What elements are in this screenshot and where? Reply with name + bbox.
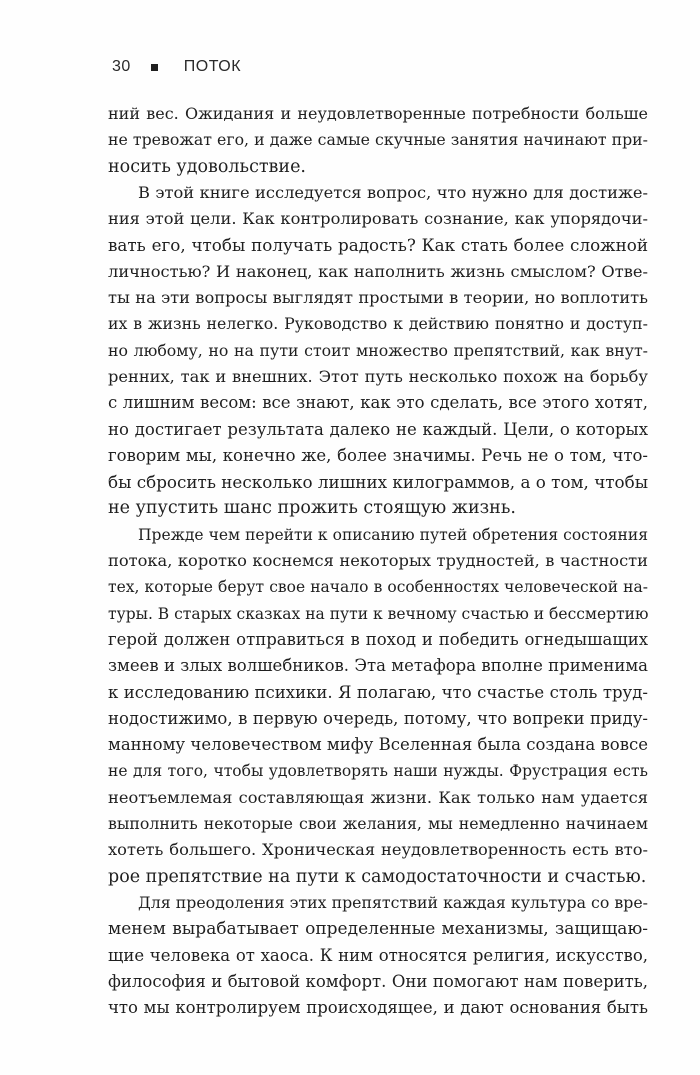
text-line: нодостижимо, в первую очередь, потому, что вопреки приду-: [108, 708, 648, 728]
text-line: манному человечеством мифу Вселенная была создана вовсе: [108, 735, 648, 755]
text-line: носить удовольствие.: [108, 156, 306, 177]
text-line: тех, которые берут свое начало в особенностях человеческой на-: [108, 578, 648, 597]
bullet-separator: [151, 64, 158, 71]
paragraph-3: [108, 522, 648, 890]
text-line: неотъемлемая составляющая жизни. Как только нам удается: [108, 787, 648, 807]
text-line: ний вес. Ожидания и неудовлетворенные потребности больше: [108, 104, 648, 123]
running-header: [112, 58, 241, 76]
text-line: но любому, но на пути стоит множество препятствий, как внут-: [108, 340, 648, 360]
text-line: философия и бытовой комфорт. Они помогают нам поверить,: [108, 971, 648, 991]
text-line: ты на эти вопросы выглядят простыми в теории, но воплотить: [108, 288, 648, 308]
text-line: что мы контролируем происходящее, и дают основания быть: [108, 998, 648, 1018]
text-line: вать его, чтобы получать радость? Как стать более сложной: [108, 235, 648, 256]
paragraph-2: [108, 180, 648, 522]
text-line: но достигает результата далеко не каждый. Цели, о которых: [108, 419, 648, 439]
text-line: Прежде чем перейти к описанию путей обретения состояния: [138, 525, 648, 544]
text-line: ренних, так и внешних. Этот путь несколько похож на борьбу: [108, 366, 648, 386]
body-text: [108, 101, 648, 1021]
page-number: 30: [112, 58, 131, 75]
text-line: менем вырабатывает определенные механизмы, защищаю-: [108, 919, 648, 940]
text-line: не для того, чтобы удовлетворять наши нужды. Фрустрация есть: [108, 762, 648, 781]
text-line: потока, коротко коснемся некоторых трудностей, в частности: [108, 551, 648, 571]
text-line: говорим мы, конечно же, более значимы. Речь не о том, что-: [108, 445, 648, 465]
text-line: с лишним весом: все знают, как это сделать, все этого хотят,: [108, 393, 648, 413]
text-line: Для преодоления этих препятствий каждая культура со вре-: [138, 892, 648, 912]
text-line: выполнить некоторые свои желания, мы немедленно начинаем: [108, 814, 648, 834]
text-line: В этой книге исследуется вопрос, что нужно для достиже-: [138, 182, 648, 202]
paragraph-1: [108, 101, 648, 180]
running-title: ПОТОК: [183, 58, 242, 75]
text-line: рое препятствие на пути к самодостаточности и счастью.: [108, 866, 647, 887]
text-line: хотеть большего. Хроническая неудовлетворенность есть вто-: [108, 840, 648, 860]
text-line: бы сбросить несколько лишних килограммов, а о том, чтобы: [108, 472, 649, 493]
text-line: личностью? И наконец, как наполнить жизнь смыслом? Отве-: [108, 261, 648, 281]
text-line: герой должен отправиться в поход и победить огнедышащих: [108, 629, 648, 649]
text-line: к исследованию психики. Я полагаю, что счастье столь труд-: [108, 682, 648, 702]
text-line: не тревожат его, и даже самые скучные занятия начинают при-: [108, 130, 648, 150]
text-line: щие человека от хаоса. К ним относятся религия, искусство,: [108, 945, 648, 965]
text-line: змеев и злых волшебников. Эта метафора вполне применима: [108, 656, 648, 676]
paragraph-4: [108, 890, 648, 1021]
text-line: их в жизнь нелегко. Руководство к действию понятно и доступ-: [108, 314, 648, 334]
text-line: ния этой цели. Как контролировать сознание, как упорядочи-: [108, 209, 648, 229]
text-line: туры. В старых сказках на пути к вечному счастью и бессмертию: [108, 604, 649, 623]
text-line: не упустить шанс прожить стоящую жизнь.: [108, 498, 516, 519]
